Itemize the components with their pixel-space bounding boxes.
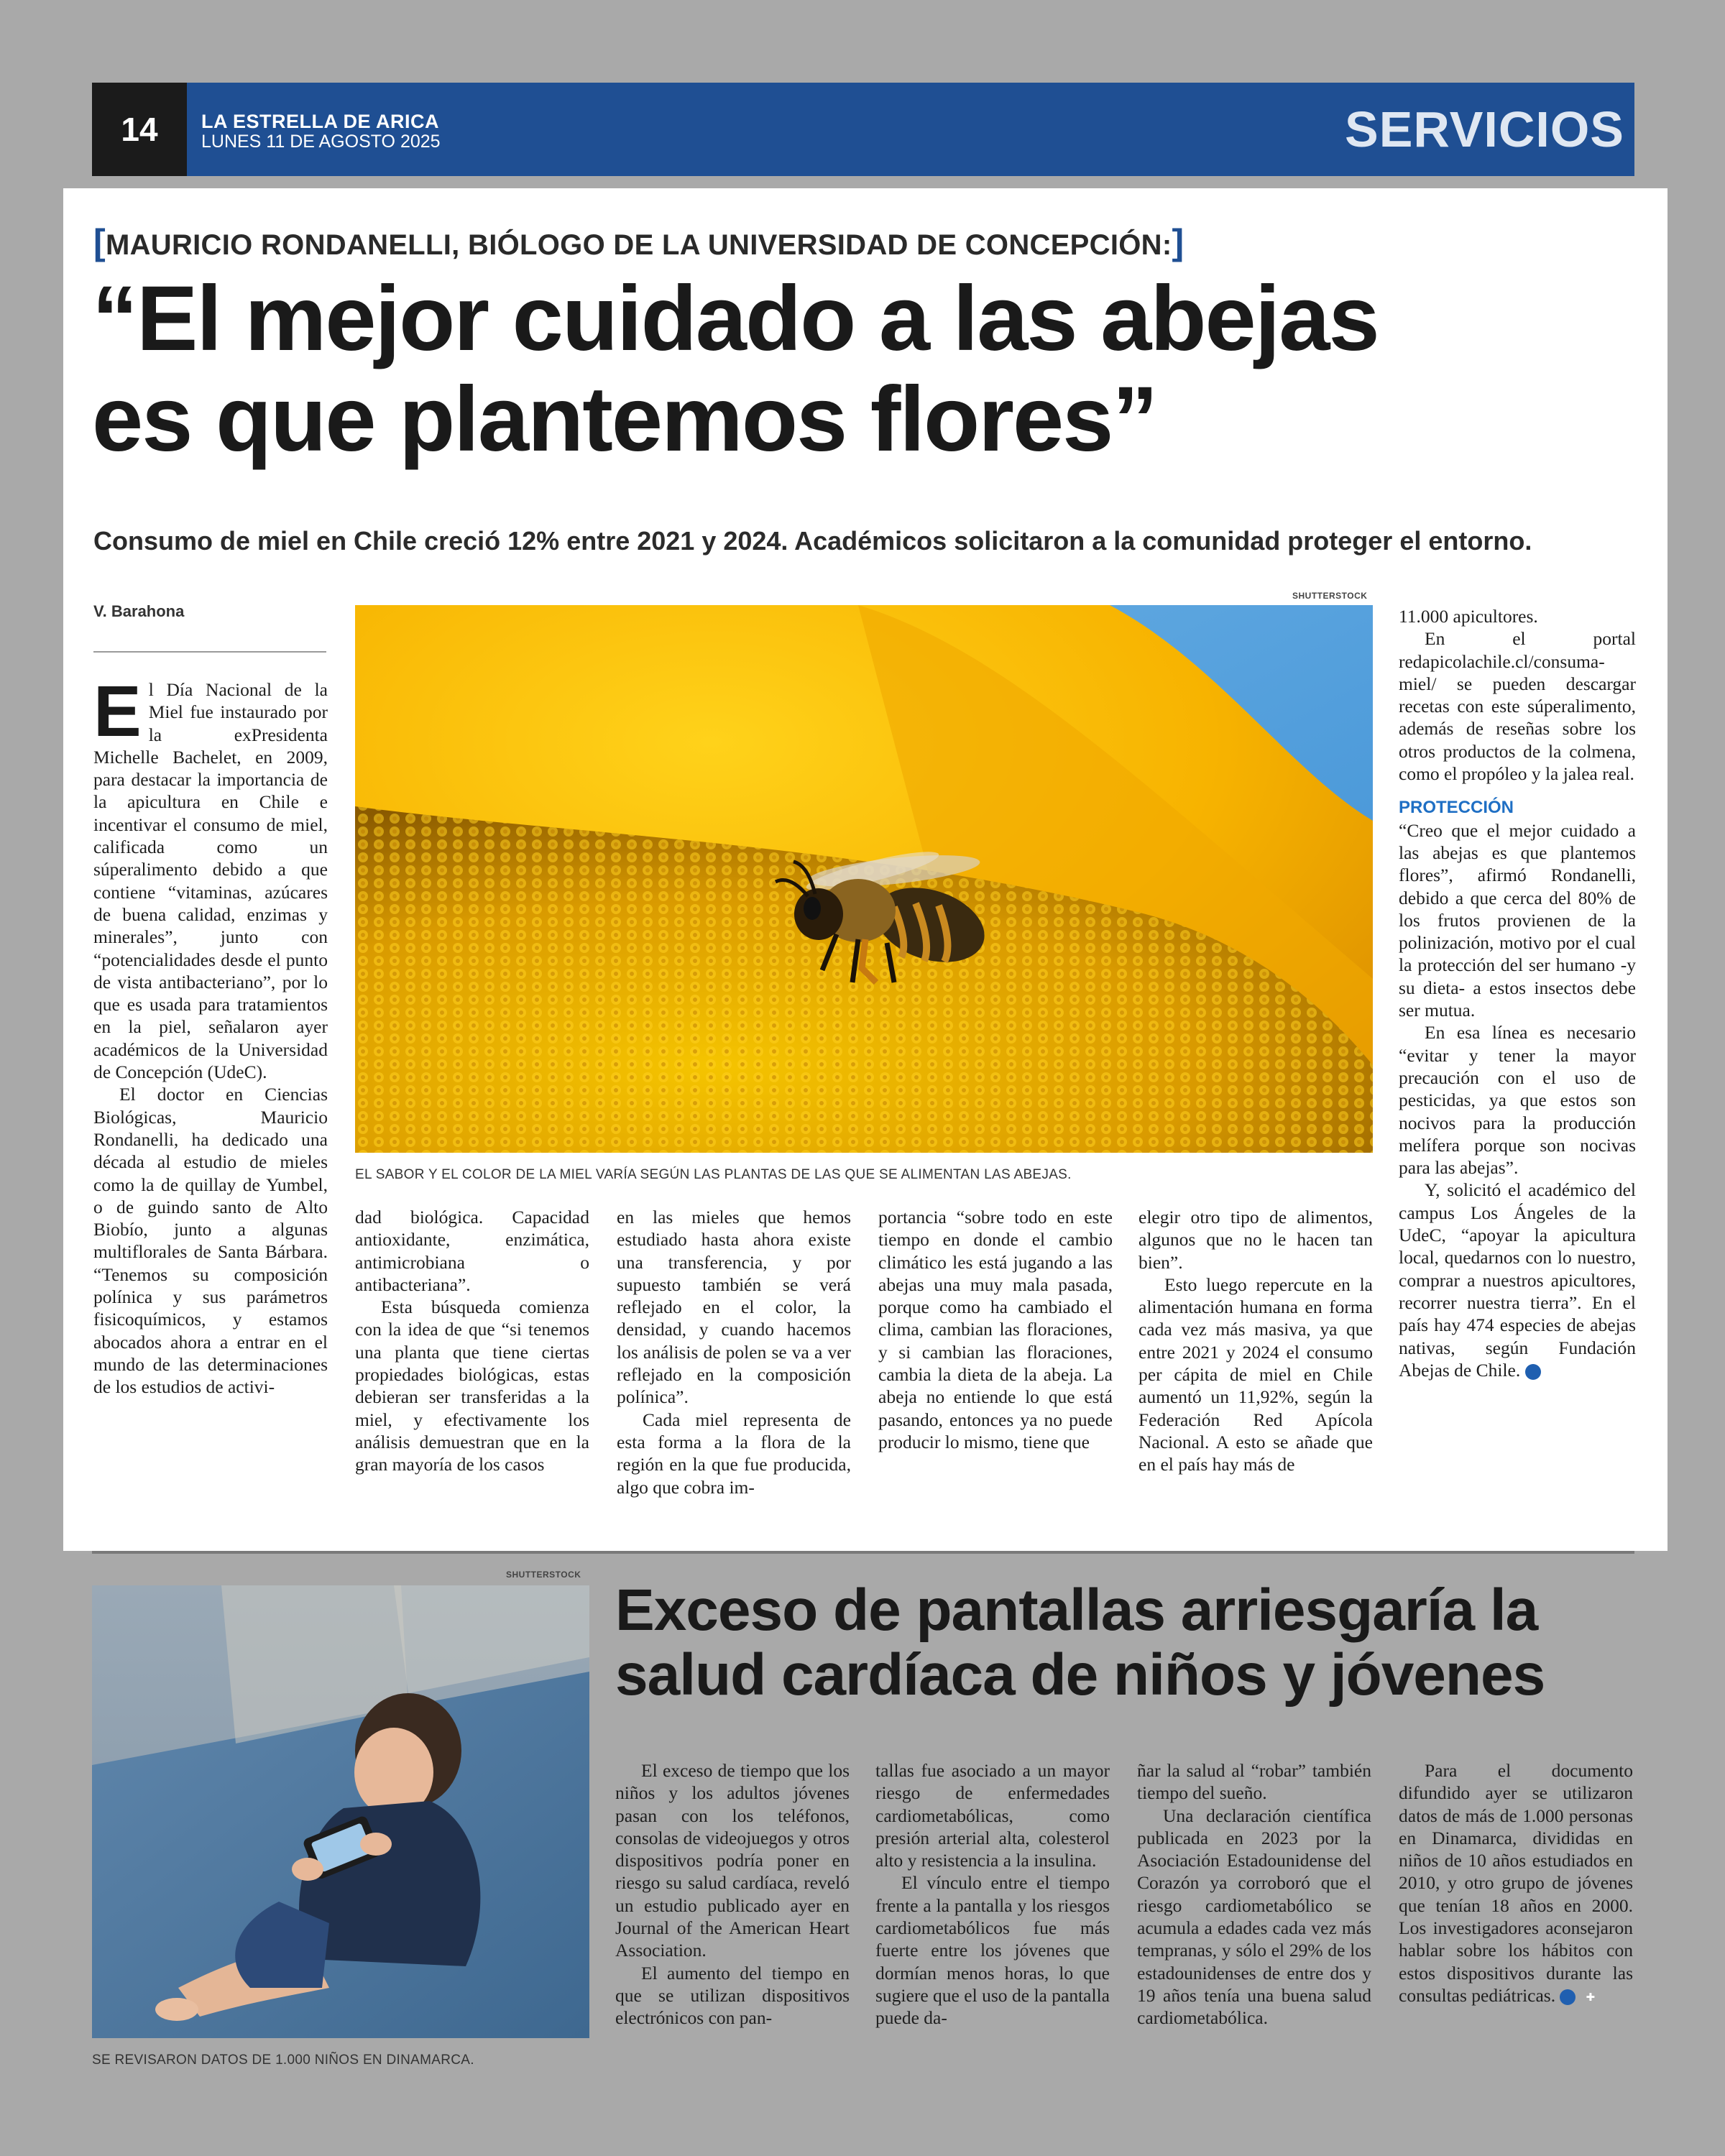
- article-column-1: [93, 671, 328, 1399]
- paragraph: elegir otro tipo de alimentos, algunos que no le hacen tan bien”.: [1138, 1207, 1373, 1273]
- paragraph: Cada miel representa de esta forma a la flora de la región en la que fue producida, algo que cobra im-: [617, 1409, 851, 1498]
- paragraph: El Día Nacional de la Miel fue instaurado por la exPresidenta Michelle Bachelet, en 2009, para destacar la importancia de la apicultura en Chile e incentivar el consumo de miel, calificada como un súperalimento debido a que contiene “vitaminas, azúcares de buena calidad, enzimas y minerales”, junto con “potencialidades desde el punto de vista antibacteriano”, por lo que es usada para tratamientos en la piel, señalaron ayer académicos de la Universidad de Concepción (UdeC).: [93, 671, 328, 1083]
- page-masthead: [92, 83, 1634, 176]
- article-2-headline: [615, 1578, 1636, 1708]
- article-column-3: [617, 1206, 851, 1498]
- article-column-2: [355, 1206, 589, 1476]
- publication-name: LA ESTRELLA DE ARICA: [201, 111, 439, 132]
- article-column-6: [1399, 605, 1636, 1381]
- publication-date: LUNES 11 DE AGOSTO 2025: [201, 132, 441, 152]
- bee-on-sunflower-photo: [355, 605, 1373, 1153]
- paragraph: Esto luego repercute en la alimentación humana en forma cada vez más masiva, ya que entre 2021 y 2024 el consumo per cápita de miel en Chile aumentó un 11,92%, según la Federación Red Apícola Nacional. A esto se añade que en el país hay más de: [1138, 1273, 1373, 1475]
- paragraph: “Creo que el mejor cuidado a las abejas es que plantemos flores”, afirmó Rondanelli, debido a que cerca del 80% de los frutos provienen de la polinización, motivo por el cual la protección del ser humano -y su dieta- a estos insectos debe ser mutua.: [1399, 819, 1636, 1021]
- photo-caption: EL SABOR Y EL COLOR DE LA MIEL VARÍA SEGÚN LAS PLANTAS DE LAS QUE SE ALIMENTAN LAS ABEJAS.: [355, 1167, 1072, 1182]
- article-bees: [63, 188, 1668, 1551]
- paragraph: El doctor en Ciencias Biológicas, Mauricio Rondanelli, ha dedicado una década al estudio de mieles como la de quillay de Yumbel, o de guindo santo de Alto Biobío, junto a algunas multiflorales de Santa Bárbara. “Tenemos su composición polínica y sus parámetros fisicoquímicos, y estamos abocados ahora a entrar en el mundo de las determinaciones de los estudios de activi-: [93, 1084, 328, 1398]
- paragraph: En esa línea es necesario “evitar y tener la mayor precaución con el uso de pesticidas, ya que estos son nocivos para la producción melífera porque son nocivas para las abejas”.: [1399, 1022, 1636, 1179]
- paragraph: Y, solicitó el académico del campus Los Ángeles de la UdeC, “apoyar la apicultura local, quedarnos con lo nuestro, comprar a nuestros apicultores, recorrer nuestra tierra”. En el país hay 474 especies de abejas nativas, según Fundación Abejas de Chile. ✚: [1399, 1179, 1636, 1381]
- paragraph: dad biológica. Capacidad antioxidante, enzimática, antimicrobiana o antibacteriana”.: [355, 1207, 589, 1295]
- child-photo-illustration: [92, 1585, 589, 2038]
- section-subhead: PROTECCIÓN: [1399, 798, 1514, 818]
- section-title: SERVICIOS: [1345, 101, 1624, 157]
- photo-caption-2: SE REVISARON DATOS DE 1.000 NIÑOS EN DINAMARCA.: [92, 2053, 474, 2068]
- end-of-article-icon: ✚: [1525, 1364, 1541, 1380]
- article-byline: V. Barahona: [93, 602, 185, 620]
- article-2-column-3: [1137, 1759, 1371, 2030]
- paragraph: El exceso de tiempo que los niños y los adultos jóvenes pasan con los teléfonos, consolas de videojuegos y otros dispositivos podría poner en riesgo su salud cardíaca, reveló un estudio publicado ayer en Journal of the American Heart Association.: [615, 1760, 850, 1961]
- child-with-smartphone-photo: [92, 1585, 589, 2038]
- headline-line-1: “El mejor cuidado a las abejas: [92, 267, 1379, 370]
- paragraph: tallas fue asociado a un mayor riesgo de enfermedades cardiometabólicas, como presión arterial alta, colesterol alto y resistencia a la insulina.: [875, 1760, 1110, 1871]
- headline-2-line-2: salud cardíaca de niños y jóvenes: [615, 1642, 1545, 1708]
- byline-divider: [93, 651, 326, 653]
- article-column-4: [878, 1206, 1113, 1453]
- article-deck: Consumo de miel en Chile creció 12% entre 2021 y 2024. Académicos solicitaron a la comunidad proteger el entorno.: [93, 526, 1532, 556]
- article-headline: [92, 269, 1637, 470]
- article-2-column-1: [615, 1759, 850, 2030]
- publication-info: [187, 83, 441, 176]
- paragraph: Para el documento difundido ayer se utilizaron datos de más de 1.000 personas en Dinamarca, divididas en niños de 10 años estudiados en 2010, y otro grupo de jóvenes que tenían 18 años en 2000. Los investigadores aconsejaron hablar sobre los hábitos con estos dispositivos durante las consultas pediátricas. ✚: [1399, 1760, 1633, 2006]
- photo-credit-2: SHUTTERSTOCK: [506, 1570, 581, 1580]
- drop-cap: E: [93, 671, 142, 752]
- paragraph: 11.000 apicultores.: [1399, 606, 1538, 627]
- page-number: 14: [92, 83, 187, 176]
- paragraph: El aumento del tiempo en que se utilizan dispositivos electrónicos con pan-: [615, 1962, 850, 2029]
- paragraph: en las mieles que hemos estudiado hasta ahora existe una transferencia, y por supuesto también se verá reflejado en el color, la densidad, y cuando hacemos los análisis de polen se va a ver reflejado en la composición polínica”.: [617, 1207, 851, 1408]
- photo-credit: SHUTTERSTOCK: [1292, 591, 1368, 601]
- paragraph: Una declaración científica publicada en 2023 por la Asociación Estadounidense del Corazón ya corroboró que el riesgo cardiometabólico se acumula a edades cada vez más tempranas, y sólo el 29% de los estadounidenses de entre dos y 19 años tenía una buena salud cardiometabólica.: [1137, 1805, 1371, 2029]
- article-column-5: [1138, 1206, 1373, 1476]
- paragraph: El vínculo entre el tiempo frente a la pantalla y los riesgos cardiometabólicos fue más fuerte entre los jóvenes que dormían menos horas, lo que sugiere que el uso de la pantalla puede da-: [875, 1872, 1110, 2029]
- paragraph: portancia “sobre todo en este tiempo en donde el cambio climático les está jugando a las abejas una muy mala pasada, porque como ha cambiado el clima, cambian las floraciones, y si cambian las floraciones, cambia la dieta de la abeja. La abeja no entiende lo que está pasando, entonces ya no puede producir lo mismo, tiene que: [878, 1207, 1113, 1452]
- paragraph: ñar la salud al “robar” también tiempo del sueño.: [1137, 1760, 1371, 1804]
- headline-line-2: es que plantemos flores”: [92, 368, 1157, 471]
- article-2-column-4: [1399, 1759, 1633, 2007]
- headline-2-line-1: Exceso de pantallas arriesgaría la: [615, 1577, 1538, 1643]
- bee-photo-illustration: [355, 605, 1373, 1153]
- paragraph: Esta búsqueda comienza con la idea de que “si tenemos una planta que tiene ciertas propiedades biológicas, estas debieran ser transferidas a la miel, y efectivamente los análisis demuestran que en la gran mayoría de los casos: [355, 1296, 589, 1475]
- article-2-column-2: [875, 1759, 1110, 2030]
- end-of-article-icon: ✚: [1560, 1989, 1576, 2005]
- article-kicker: [MAURICIO RONDANELLI, BIÓLOGO DE LA UNIVERSIDAD DE CONCEPCIÓN:]: [93, 222, 1184, 262]
- paragraph: En el portal redapicolachile.cl/consuma-miel/ se pueden descargar recetas con este súperalimento, además de reseñas sobre los otros productos de la colmena, como el propóleo y la jalea real.: [1399, 628, 1636, 785]
- article-divider: [92, 1551, 1634, 1554]
